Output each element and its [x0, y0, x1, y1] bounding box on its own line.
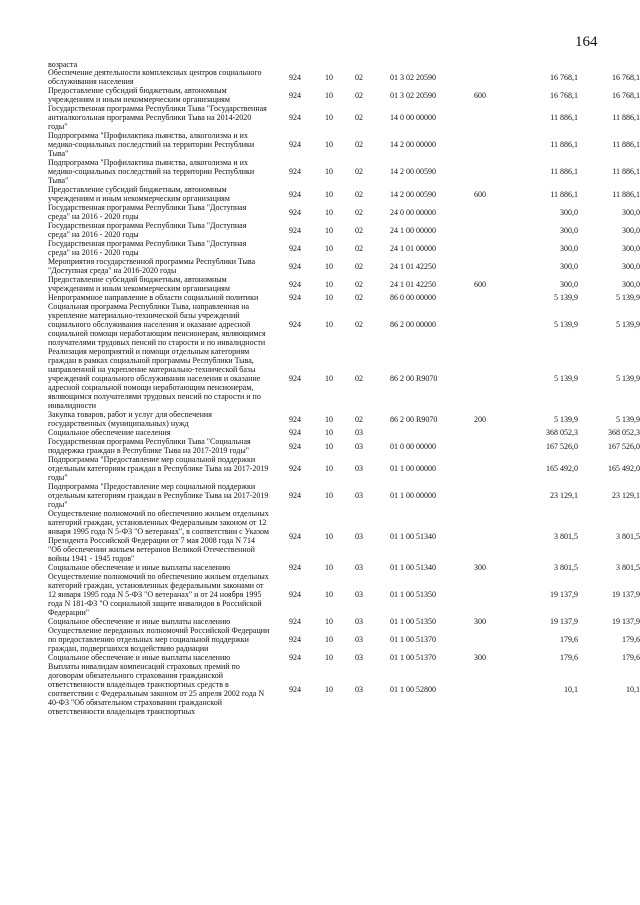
table-row — [48, 572, 640, 617]
row-amount-2: 5 139,9 — [616, 414, 640, 424]
row-subsection-code: 02 — [355, 243, 363, 253]
row-name: Осуществление переданных полномочий Российской Федерации по предоставлению отдельных мер социальной поддержки граждан, подвергшихся воздействию радиации — [48, 626, 270, 653]
row-subsection-code: 02 — [355, 167, 363, 176]
row-amount-2: 11 886,1 — [612, 189, 640, 199]
row-name: Государственная программа Республики Тыва "Доступная среда" на 2016 - 2020 годы — [48, 221, 247, 239]
row-amount-1: 300,0 — [560, 225, 578, 235]
row-target-code: 14 0 00 00000 — [390, 113, 436, 122]
row-name: Социальное обеспечение и иные выплаты населению — [48, 563, 231, 572]
table-row — [48, 86, 640, 104]
row-amount-2: 300,0 — [622, 243, 640, 253]
row-target-code: 01 1 00 51340 — [390, 531, 436, 541]
row-amount-2: 3 801,5 — [616, 563, 640, 572]
row-expense-type: 600 — [474, 189, 486, 199]
row-expense-type — [462, 428, 498, 437]
row-section-code: 10 — [325, 90, 333, 100]
table-row — [48, 221, 640, 239]
row-expense-type — [462, 221, 498, 239]
row-subsection-code: 02 — [355, 140, 363, 149]
row-target-code: 01 1 00 51370 — [390, 653, 436, 662]
row-name: Подпрограмма "Предоставление мер социальной поддержки отдельным категориям граждан в Республике Тыва на 2017-2019 годы" — [48, 455, 269, 482]
row-name: Закупка товаров, работ и услуг для обеспечения государственных (муниципальных) нужд — [48, 410, 212, 428]
row-ved-code: 924 — [289, 491, 301, 500]
row-ved-code: 924 — [289, 279, 301, 289]
table-row — [48, 347, 640, 410]
row-section-code: 10 — [325, 243, 333, 253]
row-ved-code: 924 — [289, 293, 301, 302]
row-expense-type — [462, 104, 498, 131]
table-row — [48, 104, 640, 131]
row-section-code: 10 — [325, 464, 333, 473]
row-name: Осуществление полномочий по обеспечению жильем отдельных категорий граждан, установленных федеральными законами от 12 января 1995 года N 5-ФЗ "О ветеранах" и от 24 ноября 1995 года N 181-ФЗ "О социальной защите инвалидов в Российской Федерации" — [48, 572, 269, 617]
table-row — [48, 239, 640, 257]
row-subsection-code: 03 — [355, 635, 363, 644]
row-expense-type — [462, 347, 498, 410]
row-subsection-code: 03 — [355, 491, 363, 500]
row-target-code: 86 0 00 00000 — [390, 293, 436, 302]
row-expense-type: 200 — [474, 414, 486, 424]
row-subsection-code: 02 — [355, 374, 363, 383]
row-target-code: 01 1 00 00000 — [390, 464, 436, 473]
row-ved-code: 924 — [289, 684, 301, 694]
row-amount-1: 300,0 — [560, 279, 578, 289]
row-amount-1: 11 886,1 — [550, 189, 578, 199]
row-section-code: 10 — [325, 653, 333, 662]
row-amount-1: 19 137,9 — [550, 617, 578, 626]
row-subsection-code: 02 — [355, 279, 363, 289]
row-target-code: 86 2 00 00000 — [390, 320, 436, 329]
row-ved-code: 924 — [289, 113, 301, 122]
row-amount-1: 5 139,9 — [554, 414, 578, 424]
row-section-code: 10 — [325, 261, 333, 271]
row-amount-2: 5 139,9 — [616, 293, 640, 302]
row-amount-1: 5 139,9 — [554, 374, 578, 383]
row-amount-2: 165 492,0 — [608, 464, 640, 473]
row-subsection-code: 02 — [355, 293, 363, 302]
row-amount-1: 19 137,9 — [550, 590, 578, 599]
row-amount-2: 11 886,1 — [612, 140, 640, 149]
row-subsection-code: 02 — [355, 189, 363, 199]
row-subsection-code: 03 — [355, 590, 363, 599]
row-section-code: 10 — [325, 374, 333, 383]
row-name: Предоставление субсидий бюджетным, автономным учреждениям и иным некоммерческим организациям — [48, 86, 230, 104]
table-row — [48, 185, 640, 203]
row-subsection-code: 02 — [355, 225, 363, 235]
row-section-code: 10 — [325, 441, 333, 451]
row-amount-2: 3 801,5 — [616, 531, 640, 541]
row-amount-2: 19 137,9 — [612, 617, 640, 626]
row-name: Подпрограмма "Предоставление мер социальной поддержки отдельным категориям граждан в Республике Тыва на 2017-2019 годы" — [48, 482, 269, 509]
row-ved-code: 924 — [289, 428, 301, 437]
row-ved-code: 924 — [289, 441, 301, 451]
row-target-code: 01 1 00 00000 — [390, 491, 436, 500]
row-section-code: 10 — [325, 207, 333, 217]
row-target-code: 01 1 00 51370 — [390, 635, 436, 644]
row-ved-code: 924 — [289, 635, 301, 644]
row-subsection-code: 02 — [355, 320, 363, 329]
row-subsection-code: 02 — [355, 90, 363, 100]
row-name: Непрограммное направление в области социальной политики — [48, 293, 259, 302]
row-expense-type: 300 — [474, 617, 486, 626]
table-row — [48, 428, 640, 437]
row-expense-type — [462, 293, 498, 302]
row-subsection-code: 03 — [355, 684, 363, 694]
row-ved-code: 924 — [289, 261, 301, 271]
row-amount-2: 16 768,1 — [612, 72, 640, 82]
row-target-code: 24 1 01 00000 — [390, 243, 436, 253]
row-name: Государственная программа Республики Тыва "Доступная среда" на 2016 - 2020 годы — [48, 203, 247, 221]
row-expense-type — [462, 437, 498, 455]
row-name: Государственная программа Республики Тыва "Социальная поддержка граждан в Республике Тыва на 2017-2019 годы" — [48, 437, 251, 455]
row-ved-code: 924 — [289, 374, 301, 383]
row-amount-1: 16 768,1 — [550, 90, 578, 100]
table-row — [48, 410, 640, 428]
row-ved-code: 924 — [289, 167, 301, 176]
row-expense-type: 300 — [474, 563, 486, 572]
row-section-code: 10 — [325, 617, 333, 626]
row-name: Подпрограмма "Профилактика пьянства, алкоголизма и их медико-социальных последствий на территории Республики Тыва" — [48, 158, 255, 185]
row-amount-2: 179,6 — [622, 635, 640, 644]
row-amount-2: 5 139,9 — [616, 374, 640, 383]
row-target-code: 24 1 01 42250 — [390, 279, 436, 289]
row-amount-1: 179,6 — [560, 635, 578, 644]
row-section-code: 10 — [325, 167, 333, 176]
row-ved-code: 924 — [289, 320, 301, 329]
row-target-code: 14 2 00 00590 — [390, 189, 436, 199]
row-amount-2: 300,0 — [622, 261, 640, 271]
row-ved-code: 924 — [289, 225, 301, 235]
row-amount-2: 16 768,1 — [612, 90, 640, 100]
row-section-code: 10 — [325, 684, 333, 694]
row-ved-code: 924 — [289, 243, 301, 253]
row-expense-type — [462, 158, 498, 185]
row-ved-code: 924 — [289, 72, 301, 82]
row-amount-1: 5 139,9 — [554, 293, 578, 302]
row-section-code: 10 — [325, 414, 333, 424]
row-amount-1: 11 886,1 — [550, 167, 578, 176]
table-row — [48, 437, 640, 455]
row-name: Осуществление полномочий по обеспечению жильем отдельных категорий граждан, установленных Федеральным законом от 12 января 1995 года N 5-ФЗ "О ветеранах", в соответствии с Указом Президента Российской Федерации от 7 мая 2008 года N 714 "Об обеспечении жильем ветеранов Великой Отечественной войны 1941 - 1945 годов" — [48, 509, 269, 563]
row-subsection-code: 03 — [355, 563, 363, 572]
row-target-code: 01 3 02 20590 — [390, 90, 436, 100]
row-section-code: 10 — [325, 590, 333, 599]
row-section-code: 10 — [325, 279, 333, 289]
row-target-code: 01 1 00 51350 — [390, 590, 436, 599]
table-row — [48, 131, 640, 158]
row-expense-type — [462, 509, 498, 563]
row-target-code: 86 2 00 R9070 — [390, 374, 438, 383]
table-row — [48, 455, 640, 482]
row-amount-2: 19 137,9 — [612, 590, 640, 599]
row-target-code: 01 1 00 51350 — [390, 617, 436, 626]
row-expense-type — [462, 257, 498, 275]
table-row — [48, 563, 640, 572]
row-name: Государственная программа Республики Тыва "Доступная среда" на 2016 - 2020 годы — [48, 239, 247, 257]
row-subsection-code: 03 — [355, 653, 363, 662]
row-subsection-code: 02 — [355, 207, 363, 217]
row-subsection-code: 03 — [355, 441, 363, 451]
row-section-code: 10 — [325, 293, 333, 302]
row-amount-1: 3 801,5 — [554, 563, 578, 572]
row-expense-type — [462, 68, 498, 86]
row-amount-2: 23 129,1 — [612, 491, 640, 500]
row-target-code: 24 1 01 42250 — [390, 261, 436, 271]
row-name: Социальное обеспечение и иные выплаты населению — [48, 617, 231, 626]
row-section-code: 10 — [325, 189, 333, 199]
row-ved-code: 924 — [289, 90, 301, 100]
row-amount-1: 3 801,5 — [554, 531, 578, 541]
row-name: Социальная программа Республики Тыва, направленная на укрепление материально-технической базы учреждений социального обслуживания населения и оказание адресной социальной помощи неработающим пенсионерам, являющимся получателями трудовых пенсий по старости и по инвалидности — [48, 302, 266, 347]
row-subsection-code: 03 — [355, 428, 363, 437]
row-amount-1: 23 129,1 — [550, 491, 578, 500]
row-name: Выплаты инвалидам компенсаций страховых премий по договорам обязательного страхования гражданской ответственности владельцев транспортных средств в соответствии с Федеральным законом от 25 апреля 2002 года N 40-ФЗ "Об обязательном страховании гражданской ответственности владельцев транспортных — [48, 662, 265, 716]
row-amount-2: 11 886,1 — [612, 167, 640, 176]
row-amount-1: 11 886,1 — [550, 140, 578, 149]
row-expense-type — [462, 203, 498, 221]
row-expense-type: 600 — [474, 279, 486, 289]
row-target-code: 24 1 00 00000 — [390, 225, 436, 235]
row-amount-1: 5 139,9 — [554, 320, 578, 329]
row-section-code: 10 — [325, 225, 333, 235]
row-target-code: 14 2 00 00590 — [390, 167, 436, 176]
row-amount-1: 167 526,0 — [546, 441, 578, 451]
row-amount-2: 5 139,9 — [616, 320, 640, 329]
row-subsection-code: 03 — [355, 464, 363, 473]
row-amount-1: 165 492,0 — [546, 464, 578, 473]
row-expense-type — [462, 131, 498, 158]
row-target-code: 01 1 00 52800 — [390, 684, 436, 694]
row-section-code: 10 — [325, 428, 333, 437]
row-ved-code: 924 — [289, 464, 301, 473]
row-amount-1: 300,0 — [560, 261, 578, 271]
table-row — [48, 275, 640, 293]
row-target-code: 86 2 00 R9070 — [390, 414, 438, 424]
row-section-code: 10 — [325, 635, 333, 644]
row-expense-type — [462, 662, 498, 716]
row-expense-type — [462, 239, 498, 257]
row-subsection-code: 03 — [355, 617, 363, 626]
row-target-code: 24 0 00 00000 — [390, 207, 436, 217]
row-ved-code: 924 — [289, 617, 301, 626]
row-name: Реализация мероприятий и помощи отдельным категориям граждан в рамках социальной программы Республики Тыва, направленной на укрепление материально-технической базы учреждений социального обслуживания населения и оказание адресной социальной помощи неработающим пенсионерам, являющимся получателями трудовых пенсий по старости и по инвалидности — [48, 347, 261, 410]
row-expense-type — [462, 455, 498, 482]
row-target-code — [374, 428, 462, 437]
row-ved-code: 924 — [289, 563, 301, 572]
row-expense-type — [462, 572, 498, 617]
row-name: Социальное обеспечение и иные выплаты населению — [48, 653, 231, 662]
row-target-code: 01 1 00 51340 — [390, 563, 436, 572]
row-ved-code: 924 — [289, 140, 301, 149]
row-target-code: 14 2 00 00000 — [390, 140, 436, 149]
row-section-code: 10 — [325, 491, 333, 500]
row-amount-2: 179,6 — [622, 653, 640, 662]
row-amount-1: 11 886,1 — [550, 113, 578, 122]
row-amount-2: 300,0 — [622, 279, 640, 289]
row-subsection-code: 02 — [355, 113, 363, 122]
row-amount-2: 300,0 — [622, 225, 640, 235]
row-subsection-code: 02 — [355, 261, 363, 271]
row-section-code: 10 — [325, 531, 333, 541]
row-amount-1: 10,1 — [564, 684, 578, 694]
row-amount-2: 167 526,0 — [608, 441, 640, 451]
row-ved-code: 924 — [289, 590, 301, 599]
row-subsection-code: 02 — [355, 414, 363, 424]
row-ved-code: 924 — [289, 653, 301, 662]
row-name: Предоставление субсидий бюджетным, автономным учреждениям и иным некоммерческим организациям — [48, 275, 230, 293]
table-row — [48, 662, 640, 716]
row-amount-2: 368 052,3 — [608, 428, 640, 437]
table-row — [48, 626, 640, 653]
table-row — [48, 617, 640, 626]
row-expense-type — [462, 302, 498, 347]
row-subsection-code: 02 — [355, 72, 363, 82]
row-ved-code: 924 — [289, 531, 301, 541]
row-amount-1: 300,0 — [560, 207, 578, 217]
row-amount-2: 300,0 — [622, 207, 640, 217]
row-subsection-code: 03 — [355, 531, 363, 541]
row-expense-type: 600 — [474, 90, 486, 100]
page-number: 164 — [575, 34, 598, 50]
row-section-code: 10 — [325, 563, 333, 572]
row-name: Государственная программа Республики Тыва "Государственная антиалкогольная программа Республики Тыва на 2014-2020 годы" — [48, 104, 267, 131]
row-amount-2: 10,1 — [626, 684, 640, 694]
row-name: Мероприятия государственной программы Республики Тыва "Доступная среда" на 2016-2020 годы — [48, 257, 256, 275]
row-amount-1: 16 768,1 — [550, 72, 578, 82]
row-amount-1: 368 052,3 — [546, 428, 578, 437]
row-target-code: 01 3 02 20590 — [390, 72, 436, 82]
row-expense-type: 300 — [474, 653, 486, 662]
table-row — [48, 509, 640, 563]
table-row — [48, 482, 640, 509]
table-row — [48, 302, 640, 347]
row-amount-1: 300,0 — [560, 243, 578, 253]
table-row — [48, 653, 640, 662]
row-expense-type — [462, 482, 498, 509]
table-row — [48, 203, 640, 221]
table-row — [48, 68, 640, 86]
continuation-text: возраста — [48, 60, 78, 69]
row-ved-code: 924 — [289, 189, 301, 199]
row-ved-code: 924 — [289, 414, 301, 424]
row-amount-2: 11 886,1 — [612, 113, 640, 122]
row-target-code: 01 0 00 00000 — [390, 441, 436, 451]
row-section-code: 10 — [325, 113, 333, 122]
table-row — [48, 158, 640, 185]
row-amount-1: 179,6 — [560, 653, 578, 662]
row-name: Социальное обеспечение населения — [48, 428, 171, 437]
row-section-code: 10 — [325, 72, 333, 82]
row-name: Обеспечение деятельности комплексных центров социального обслуживания населения — [48, 68, 262, 86]
table-row — [48, 293, 640, 302]
row-section-code: 10 — [325, 320, 333, 329]
row-name: Подпрограмма "Профилактика пьянства, алкоголизма и их медико-социальных последствий на территории Республики Тыва" — [48, 131, 255, 158]
table-row — [48, 257, 640, 275]
row-ved-code: 924 — [289, 207, 301, 217]
row-expense-type — [462, 626, 498, 653]
row-section-code: 10 — [325, 140, 333, 149]
row-name: Предоставление субсидий бюджетным, автономным учреждениям и иным некоммерческим организациям — [48, 185, 230, 203]
budget-table — [48, 68, 640, 716]
